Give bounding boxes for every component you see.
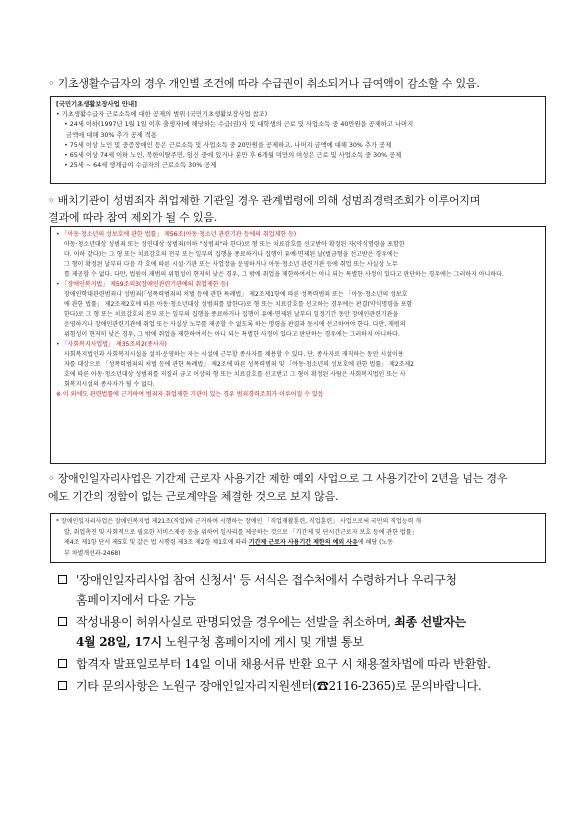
info-box-employment-restriction [50, 226, 546, 464]
box-line: 부 차별개선과-2468) [64, 549, 121, 557]
law-line: 호에 따른 아동·청소년대상 성범죄를 저질러 금고 이상의 형 또는 치료감호를 선고받고 그 형이 확정된 사람은 사회복지법인 또는 사 [64, 371, 406, 378]
info-box-fixed-term [50, 513, 546, 563]
section-text: 기초생활수급자의 경우 개인별 조건에 따라 수급권이 취소되거나 급여액이 감소할 수 있음. [57, 77, 480, 90]
law-line: 에 관한 법률」 제2조제2호에 따른 아동·청소년대상 성범죄를 말한다)로 형 또는 치료감호를 선고하는 경우에는 판결(약식명령을 포함 [64, 301, 413, 308]
law-line: 를 제공할 수 없다. 다만, 법원이 재범의 위험성이 현저히 낮은 경우, 그 밖에 취업을 제한하여서는 아니 되는 특별한 사정이 있다고 판단하는 경우에는 그러하지 아니하다. [64, 271, 504, 278]
checklist-line [76, 612, 558, 632]
box-line: • 25세 ~ 64세 생계급여 수급자의 근로소득 30% 공제 [64, 162, 217, 170]
checklist-line: 합격자 발표일로부터 14일 이내 채용서류 반환 요구 시 채용절차법에 따라 반환함. [76, 657, 491, 671]
section-line: 장애인일자리사업은 기간제 근로자 사용기간 제한 예외 사업으로 그 사용기간이 2년을 넘는 경우 [57, 472, 508, 485]
checklist [58, 570, 558, 698]
checklist-line: '장애인일자리사업 참여 신청서' 등 서식은 접수처에서 수령하거나 우리구청 [76, 573, 457, 587]
section-line: 배치기관이 성범죄자 취업제한 기관일 경우 관계법령에 의해 성범죄경력조회가 이루어지며 [57, 194, 481, 207]
box-line: • 기초생활수급자 근로소득에 대한 공제의 범위 (국민기초생활보장사업 참조) [56, 111, 268, 119]
law-line: 자를 대상으로 「성폭력범죄의 처벌 등에 관한 특례법」 제2조에 따른 성폭력범죄 및 「아동·청소년의 성보호에 관한 법률」 제2조제2 [64, 361, 414, 368]
checkbox-icon [58, 617, 67, 626]
law-line: 장애인학대관련범죄나 성범죄(「성폭력범죄의 처벌 등에 관한 특례법」 제2조제1항에 따른 성폭력범죄 또는 「아동·청소년의 성보호 [64, 291, 408, 298]
checklist-item [58, 612, 558, 652]
checklist-line [76, 632, 558, 652]
checkbox-icon [58, 681, 67, 690]
law-line: 한다)로 그 형 또는 치료감호의 전부 또는 일부의 집행을 종료하거나 집행이 유예·면제된 날부터 일정기간 동안 장애인관련기관을 [64, 311, 399, 318]
box-title: [국민기초생활보장사업 안내] [56, 101, 137, 108]
checklist-line: 기타 문의사항은 노원구 장애인일자리지원센터(☎2116-2365)로 문의바랍니다. [76, 679, 482, 693]
law-body [56, 240, 540, 280]
law-line: 그 형이 확정된 날부터 다음 각 호에 따른 시설·기관 또는 사업장을 운영하거나 아동·청소년 관련기관 등에 취업 또는 사실상 노무 [64, 261, 398, 268]
checklist-text-emphasis: 4월 28일, 17시 [76, 635, 162, 649]
law-line: 위험성이 현저히 낮은 경우, 그 밖에 취업을 제한하여서는 아니 되는 특별한 사정이 있다고 판단하는 경우에는 그러하지 아니하다. [64, 331, 400, 338]
checklist-text: 노원구청 홈페이지에 게시 및 개별 통보 [161, 635, 364, 649]
bullet: ◦ [48, 194, 55, 207]
box-line: * 장애인일자리사업은 장애인복지법 제21조(직업)에 근거하여 시행하는 장애인 「직업재활훈련, 직업훈련」 사업으로써 국민의 직업능력 개 [56, 518, 422, 525]
law-line: 아동·청소년대상 성범죄 또는 성인대상 성범죄(이하 "성범죄"라 한다)로 형 또는 치료감호를 선고받아 확정된 자(약식명령을 포함한 [64, 241, 405, 248]
section-fixed-term-exception [48, 470, 548, 506]
checklist-item [58, 654, 558, 674]
checkbox-icon [58, 575, 67, 584]
box-line: • 24세 이하(1997년 1월 1일 이후 출생자)에 해당하는 수급(권)자 및 대학생의 근로 및 사업소득 중 40만원을 공제하고 나머지 [64, 121, 414, 129]
section-line: 결과에 따라 참여 제외가 될 수 있음. [48, 211, 218, 224]
law-title: • 「아동·청소년의 성보호에 관한 법률」 제56조(아동·청소년 관련기관 등에의 취업제한 등) [56, 231, 297, 238]
checklist-text: 작성내용이 허위사실로 판명되었을 경우에는 선발을 취소하며, [76, 615, 395, 629]
box-line: • 65세 이상 74세 이하 노인, 북한이탈주민, 임신 중에 있거나 분만 후 6개월 미만의 여성은 근로 및 사업소득 중 30% 공제 [64, 152, 402, 160]
section-sex-offense-check [48, 192, 548, 226]
bullet: ◦ [48, 77, 55, 90]
law-line: 사회복지법인과 사회복지시설을 설치·운영하는 자는 시설에 근무할 종사자를 채용할 수 있다. 단, 종사자로 재직하는 동안 시설이용 [64, 351, 404, 358]
law-title: • 「장애인복지법」 제59조의3(장애인관련기관에의 취업제한 등) [56, 281, 229, 288]
section-basic-livelihood [48, 76, 548, 92]
box-note: ※ 이 외에도 관련법률에 근거하여 범죄자 취업제한 기관이 있는 경우 범죄경력조회가 이루어질 수 있음 [56, 391, 324, 398]
checklist-line: 홈페이지에서 다운 가능 [76, 593, 196, 607]
law-title: • 「사회복지사업법」 제35조의2(종사자) [56, 341, 167, 348]
checklist-item [58, 676, 558, 696]
box-line [56, 538, 540, 549]
checklist-item [58, 570, 558, 610]
law-body [56, 350, 540, 390]
law-body [56, 290, 540, 340]
box-text: 제4조 제1항 단서 제5호 및 같은 법 시행령 제3조 제2항 제1호에 따라 [64, 539, 249, 546]
checklist-text-emphasis: 최종 선발자는 [394, 615, 466, 629]
box-line: 금액에 대해 30% 추가 공제 적용 [66, 131, 157, 139]
bullet: ◦ [48, 472, 55, 485]
box-line: 발, 취업촉진 및 사회적으로 필요한 서비스제공 등을 위하여 일자리를 제공하는 것으로 「기간제 및 단시간근로자 보호 등에 관한 법률」 [64, 528, 418, 536]
law-line: 회복지시설의 종사자가 될 수 없다. [64, 381, 155, 388]
section-line: 에도 기간의 정함이 없는 근로계약을 체결한 것으로 보지 않음. [48, 490, 339, 503]
info-box-livelihood [50, 96, 546, 184]
box-text-emphasis: 기간제 근로자 사용기간 제한의 예외 사유 [248, 539, 358, 546]
law-line: 다. 이하 같다)는 그 형 또는 치료감호의 전부 또는 일부의 집행을 종료하거나 집행이 유예·면제된 날(벌금형을 선고받은 경우에는 [64, 251, 399, 258]
law-line: 운영하거나 장애인관련기관에 취업 또는 사실상 노무를 제공할 수 없도록 하는 명령을 판결과 동시에 선고하여야 한다. 다만, 재범의 [64, 321, 406, 328]
checkbox-icon [58, 659, 67, 668]
box-line: • 75세 이상 노인 및 중증장애인 등은 근로소득 및 사업소득 중 20만원을 공제하고, 나머지 금액에 대해 30% 추가 공제 [64, 141, 392, 149]
box-text: 에 해당 (노동 [357, 539, 394, 546]
